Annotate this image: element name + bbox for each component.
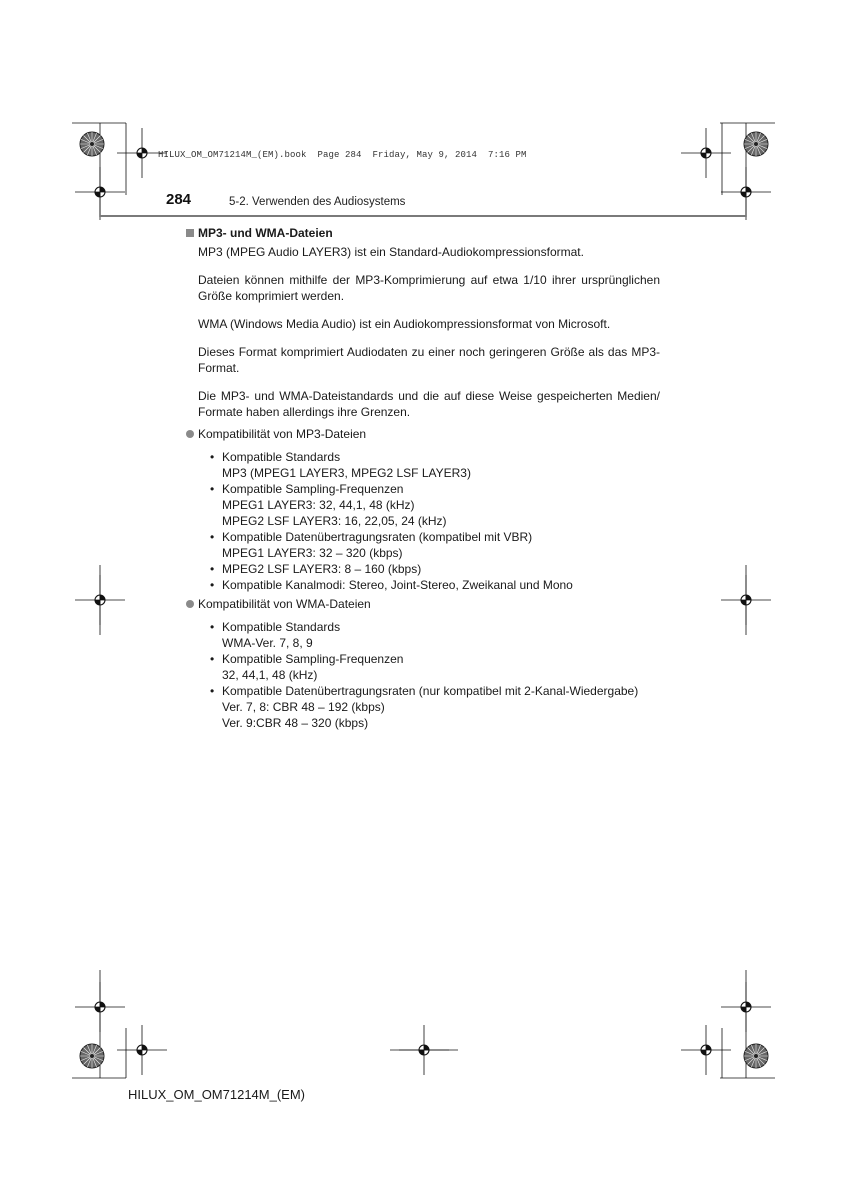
color-rosette-bottom-left <box>80 1044 104 1068</box>
list-item <box>210 529 660 561</box>
list-item-line: Kompatible Kanalmodi: Stereo, Joint-Stereo, Zweikanal und Mono <box>222 578 573 592</box>
bullet-dot-icon: • <box>210 562 215 576</box>
list-item <box>210 481 660 529</box>
main-content <box>186 225 660 734</box>
list-item-line: Kompatible Standards <box>222 450 341 464</box>
registration-mark-bottom-right <box>681 1025 731 1075</box>
list-item <box>210 683 660 731</box>
footer-document-code: HILUX_OM_OM71214M_(EM) <box>128 1087 305 1102</box>
list-item-line: Kompatible Datenübertragungsraten (nur kompatibel mit 2-Kanal-Wiedergabe) <box>222 684 639 698</box>
page-number: 284 <box>166 191 192 208</box>
chapter-section-title: 5-2. Verwenden des Audiosystems <box>229 196 406 208</box>
circle-bullet-icon <box>186 600 194 608</box>
color-rosette-bottom-right <box>744 1044 768 1068</box>
mp3-bullet-list <box>210 449 660 593</box>
bullet-dot-icon: • <box>210 652 215 666</box>
print-slug: HILUX_OM_OM71214M_(EM).book Page 284 Friday, May 9, 2014 7:16 PM <box>158 150 527 160</box>
list-item <box>210 561 660 577</box>
list-item <box>210 619 660 651</box>
list-item-line: MPEG1 LAYER3: 32 – 320 (kbps) <box>222 546 403 560</box>
paragraph: Dieses Format komprimiert Audiodaten zu einer noch geringeren Größe als das MP3-Format. <box>198 345 660 375</box>
list-item-line: Kompatible Sampling-Frequenzen <box>222 652 404 666</box>
registration-mark-bottom-left-upper <box>75 982 125 1032</box>
registration-mark-top-right <box>681 128 731 178</box>
paragraph: MP3 (MPEG Audio LAYER3) ist ein Standard-Audiokompressionsformat. <box>198 245 584 259</box>
bullet-dot-icon: • <box>210 450 215 464</box>
paragraph: WMA (Windows Media Audio) ist ein Audiokompressionsformat von Microsoft. <box>198 317 611 331</box>
list-item-line: Kompatible Datenübertragungsraten (kompatibel mit VBR) <box>222 530 533 544</box>
square-bullet-icon <box>186 229 194 237</box>
registration-mark-top-left-lower <box>75 167 125 217</box>
wma-bullet-list <box>210 619 660 731</box>
list-item-line: WMA-Ver. 7, 8, 9 <box>222 636 313 650</box>
bullet-dot-icon: • <box>210 578 215 592</box>
bullet-dot-icon: • <box>210 684 215 698</box>
list-item <box>210 651 660 683</box>
registration-mark-bottom-right-upper <box>721 982 771 1032</box>
list-item-line: Kompatible Standards <box>222 620 341 634</box>
wma-compatibility-heading <box>186 596 660 612</box>
paragraph: Dateien können mithilfe der MP3-Komprimierung auf etwa 1/10 ihrer ursprünglichen Größe komprimiert werden. <box>198 273 660 303</box>
paragraph: Die MP3- und WMA-Dateistandards und die auf diese Weise gespeicherten Medien/ Formate haben allerdings ihre Grenzen. <box>198 389 660 419</box>
mp3-compatibility-heading <box>186 426 660 442</box>
color-rosette-top-right <box>744 132 768 156</box>
list-item <box>210 449 660 481</box>
bullet-dot-icon: • <box>210 620 215 634</box>
bullet-dot-icon: • <box>210 530 215 544</box>
list-item-line: Ver. 9:CBR 48 – 320 (kbps) <box>222 716 369 730</box>
list-item-line: MP3 (MPEG1 LAYER3, MPEG2 LSF LAYER3) <box>222 466 471 480</box>
group-title: Kompatibilität von WMA-Dateien <box>198 597 371 611</box>
color-rosette-top-left <box>80 132 104 156</box>
group-title: Kompatibilität von MP3-Dateien <box>198 427 367 441</box>
list-item-line: Kompatible Sampling-Frequenzen <box>222 482 404 496</box>
registration-mark-bottom-left <box>117 1025 167 1075</box>
header-rule <box>100 215 746 217</box>
section-heading <box>186 225 660 241</box>
list-item-line: MPEG1 LAYER3: 32, 44,1, 48 (kHz) <box>222 498 415 512</box>
list-item-line: MPEG2 LSF LAYER3: 8 – 160 (kbps) <box>222 562 422 576</box>
list-item-line: 32, 44,1, 48 (kHz) <box>222 668 318 682</box>
circle-bullet-icon <box>186 430 194 438</box>
bullet-dot-icon: • <box>210 482 215 496</box>
section-heading-text: MP3- und WMA-Dateien <box>198 226 333 240</box>
list-item <box>210 577 660 593</box>
list-item-line: MPEG2 LSF LAYER3: 16, 22,05, 24 (kHz) <box>222 514 447 528</box>
registration-mark-top-right-lower <box>721 167 771 217</box>
list-item-line: Ver. 7, 8: CBR 48 – 192 (kbps) <box>222 700 385 714</box>
